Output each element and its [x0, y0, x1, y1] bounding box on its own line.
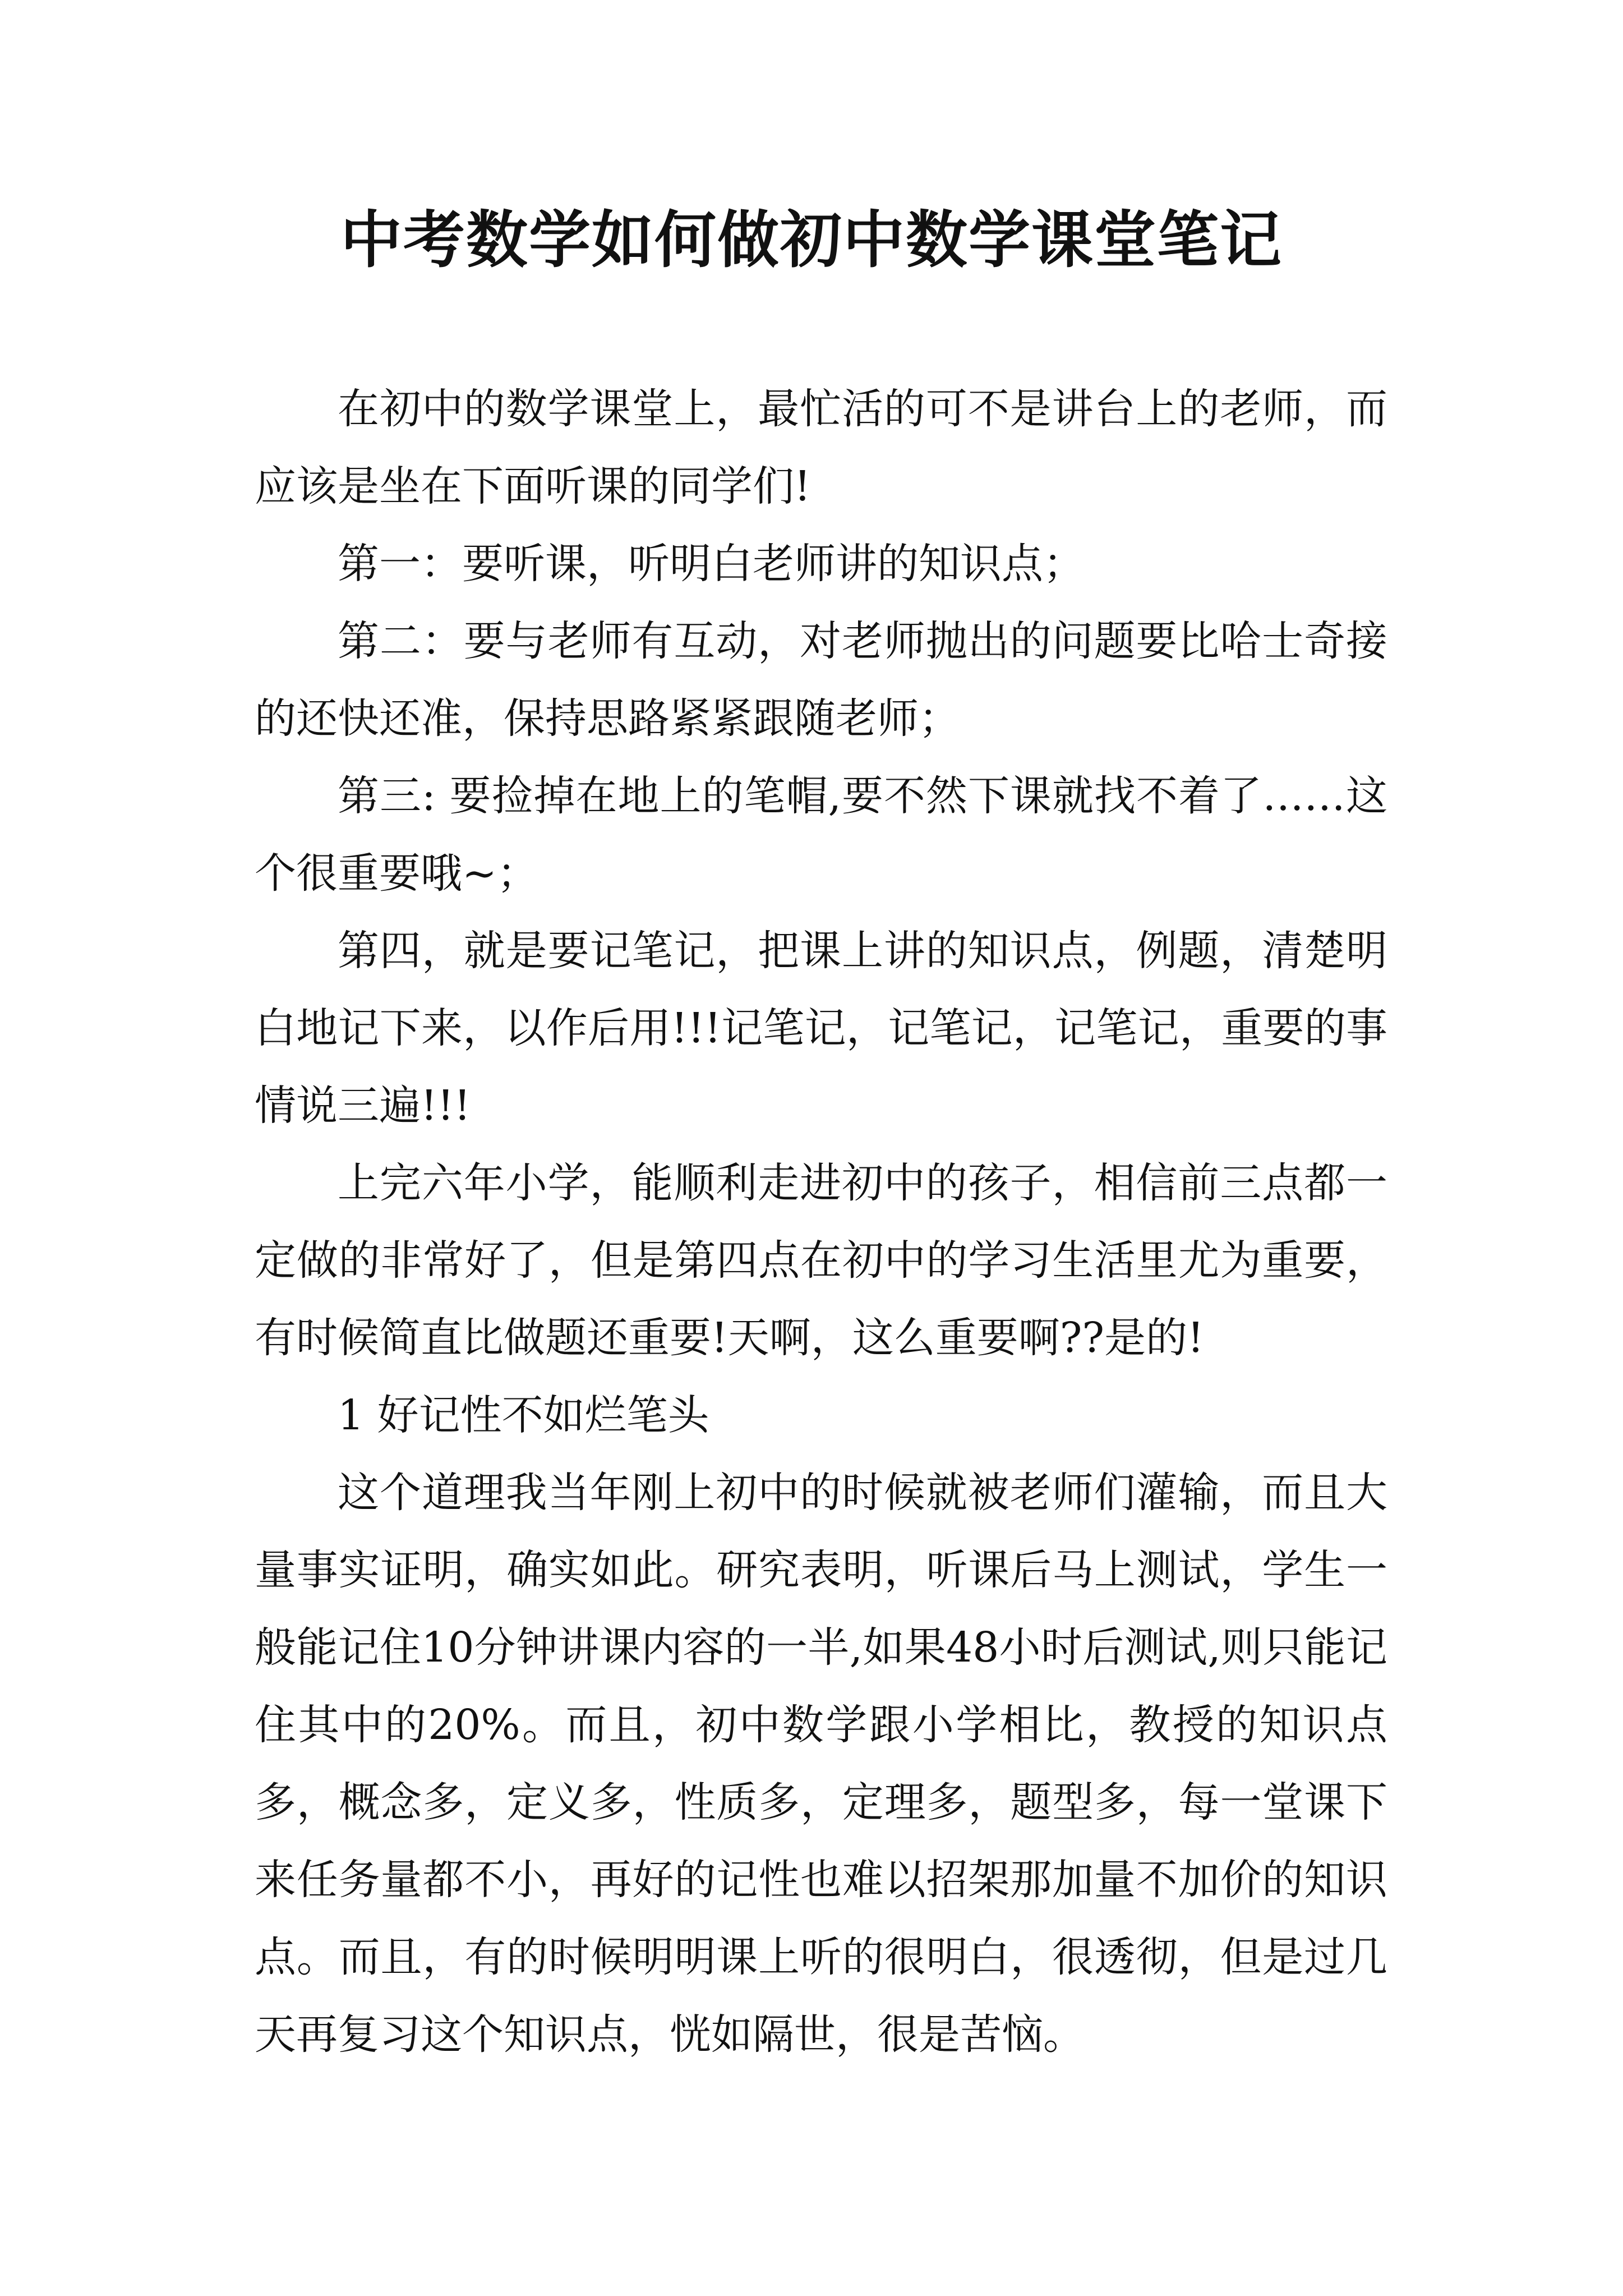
paragraph-importance: 上完六年小学，能顺利走进初中的孩子，相信前三点都一定做的非常好了，但是第四点在初中的学习生活里尤为重要，有时候简直比做题还重要!天啊，这么重要啊??是的! — [255, 1159, 1387, 1362]
section-heading: 1 好记性不如烂笔头 — [338, 1391, 709, 1439]
paragraph-memory: 这个道理我当年刚上初中的时候就被老师们灌输，而且大量事实证明，确实如此。研究表明，听课后马上测试，学生一般能记住10分钟讲课内容的一半,如果48小时后测试,则只能记住其中的20%。而且，初中数学跟小学相比，教授的知识点多，概念多，定义多，性质多，定理多，题型多，每一堂课下来任务量都不小，再好的记性也难以招架那加量不加价的知识点。而且，有的时候明明课上听的很明白，很透彻，但是过几天再复习这个知识点，恍如隔世，很是苦恼。 — [255, 1469, 1387, 2059]
paragraph-point-two: 第二：要与老师有互动，对老师抛出的问题要比哈士奇接的还快还准，保持思路紧紧跟随老师； — [255, 617, 1387, 743]
document-body — [255, 370, 1387, 2073]
paragraph-point-one: 第一：要听课，听明白老师讲的知识点； — [338, 540, 1085, 588]
paragraph-point-four: 第四，就是要记笔记，把课上讲的知识点，例题，清楚明白地记下来，以作后用!!!记笔记，记笔记，记笔记，重要的事情说三遍!!! — [255, 927, 1387, 1130]
paragraph-point-three: 第三: 要捡掉在地上的笔帽,要不然下课就找不着了……这个很重要哦~； — [255, 772, 1387, 898]
document-title: 中考数学如何做初中数学课堂笔记 — [340, 204, 1283, 276]
paragraph-intro: 在初中的数学课堂上，最忙活的可不是讲台上的老师，而应该是坐在下面听课的同学们! — [255, 385, 1387, 510]
